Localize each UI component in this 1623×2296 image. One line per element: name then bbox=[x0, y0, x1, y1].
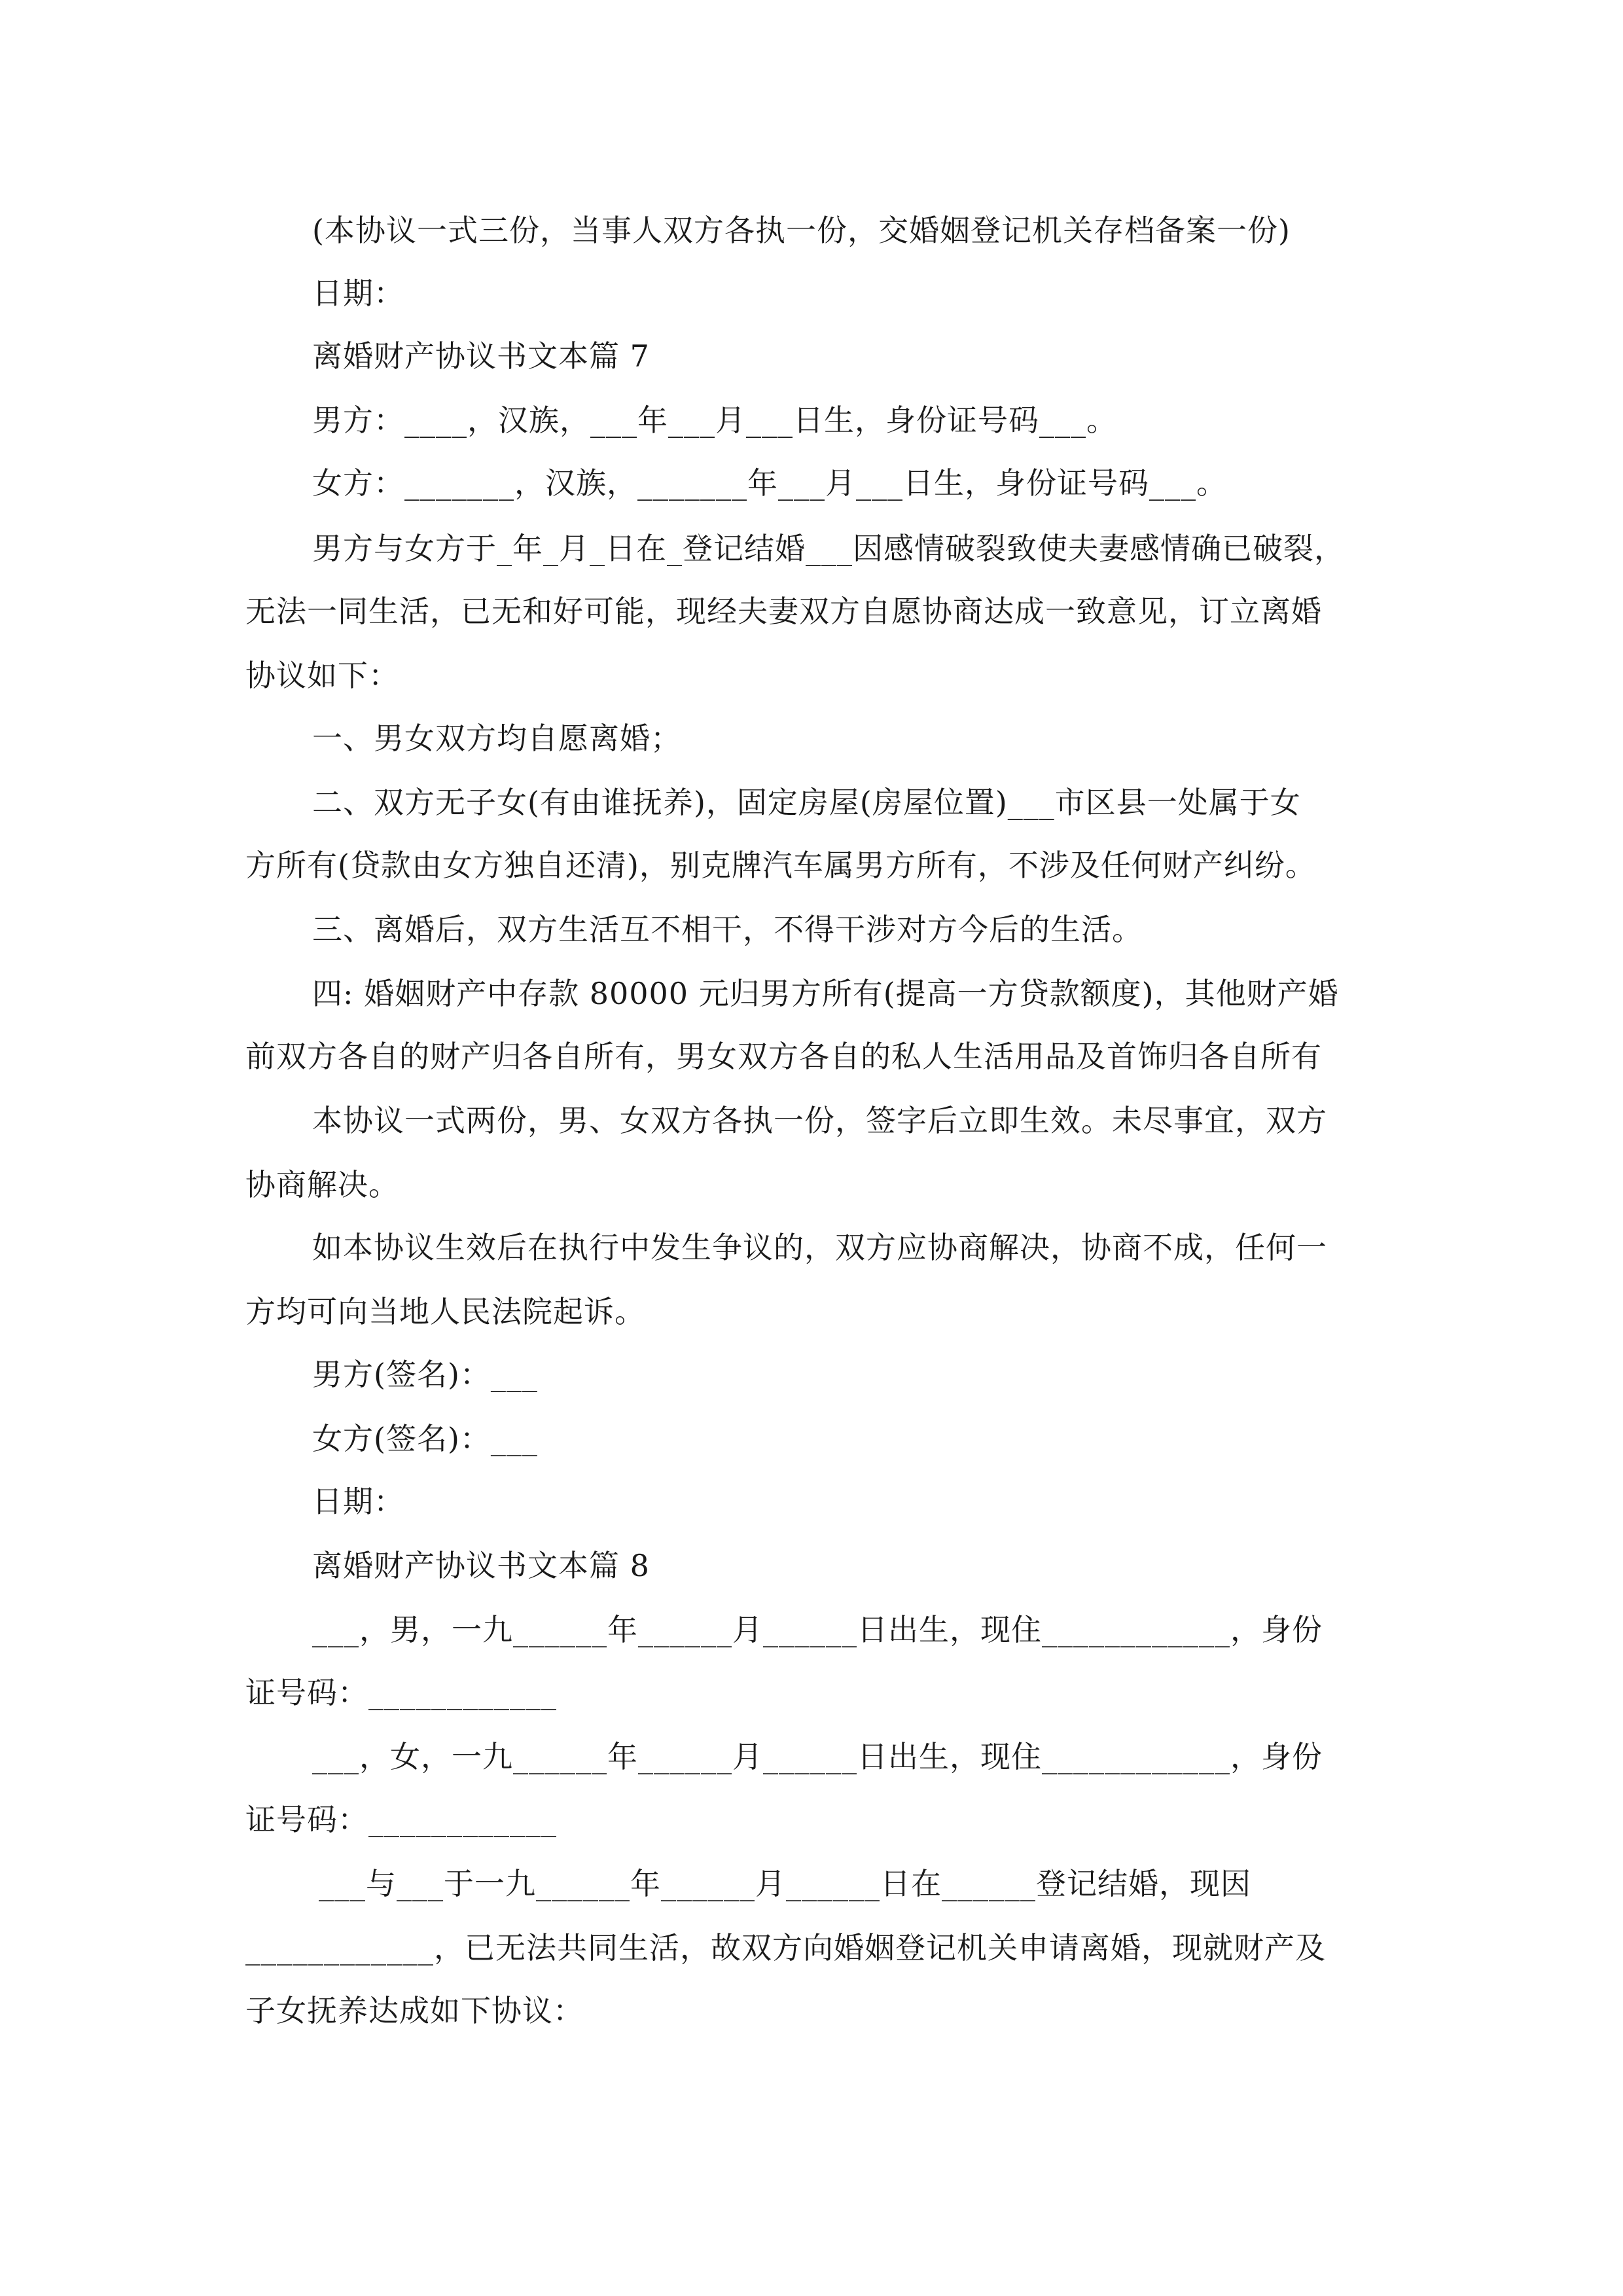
text-line: 如本协议生效后在执行中发生争议的，双方应协商解决，协商不成，任何一 bbox=[312, 1230, 1327, 1265]
text-line: 本协议一式两份，男、女双方各执一份，签字后立即生效。未尽事宜，双方 bbox=[312, 1103, 1327, 1138]
section-heading: 离婚财产协议书文本篇 8 bbox=[312, 1548, 650, 1583]
text-line: 前双方各自的财产归各自所有，男女双方各自的私人生活用品及首饰归各自所有 bbox=[245, 1039, 1322, 1074]
text-line: 协商解决。 bbox=[245, 1167, 399, 1202]
section-heading: 离婚财产协议书文本篇 7 bbox=[312, 338, 650, 374]
text-line: 证号码：____________ bbox=[245, 1802, 557, 1837]
text-line: 男方：____，汉族，___年___月___日生，身份证号码___。 bbox=[312, 403, 1117, 438]
text-line: 男方与女方于_年_月_日在_登记结婚___因感情破裂致使夫妻感情确已破裂， bbox=[312, 531, 1345, 566]
text-line: 子女抚养达成如下协议： bbox=[245, 1993, 584, 2028]
text-line: 证号码：____________ bbox=[245, 1675, 557, 1710]
text-line: 方所有(贷款由女方独自还清)，别克牌汽车属男方所有，不涉及任何财产纠纷。 bbox=[245, 848, 1316, 883]
text-line: 一、男女双方均自愿离婚； bbox=[312, 721, 681, 756]
text-line: 三、离婚后，双方生活互不相干，不得干涉对方今后的生活。 bbox=[312, 912, 1143, 947]
text-line: ___，女，一九______年______月______日出生，现住____________，身份 bbox=[312, 1739, 1323, 1774]
text-line: ___，男，一九______年______月______日出生，现住____________，身份 bbox=[312, 1612, 1323, 1647]
text-line: 日期： bbox=[312, 1484, 404, 1519]
text-line: 日期： bbox=[312, 276, 404, 311]
text-line: 协议如下： bbox=[245, 658, 399, 693]
text-line: 二、双方无子女(有由谁抚养)，固定房屋(房屋位置)___市区县一处属于女 bbox=[312, 785, 1301, 820]
text-line: ___与___于一九______年______月______日在______登记结婚，现因 bbox=[319, 1866, 1251, 1901]
text-line: 四: 婚姻财产中存款 80000 元归男方所有(提高一方贷款额度)，其他财产婚 bbox=[312, 976, 1339, 1011]
text-line: ____________，已无法共同生活，故双方向婚姻登记机关申请离婚，现就财产及 bbox=[245, 1930, 1326, 1965]
text-line: 女方：_______，汉族，_______年___月___日生，身份证号码___。 bbox=[312, 465, 1227, 501]
text-line: 方均可向当地人民法院起诉。 bbox=[245, 1294, 645, 1329]
text-line: (本协议一式三份，当事人双方各执一份，交婚姻登记机关存档备案一份) bbox=[312, 213, 1291, 248]
text-line: 男方(签名)：___ bbox=[312, 1357, 538, 1392]
text-line: 女方(签名)：___ bbox=[312, 1421, 538, 1456]
text-line: 无法一同生活，已无和好可能，现经夫妻双方自愿协商达成一致意见，订立离婚 bbox=[245, 594, 1322, 629]
